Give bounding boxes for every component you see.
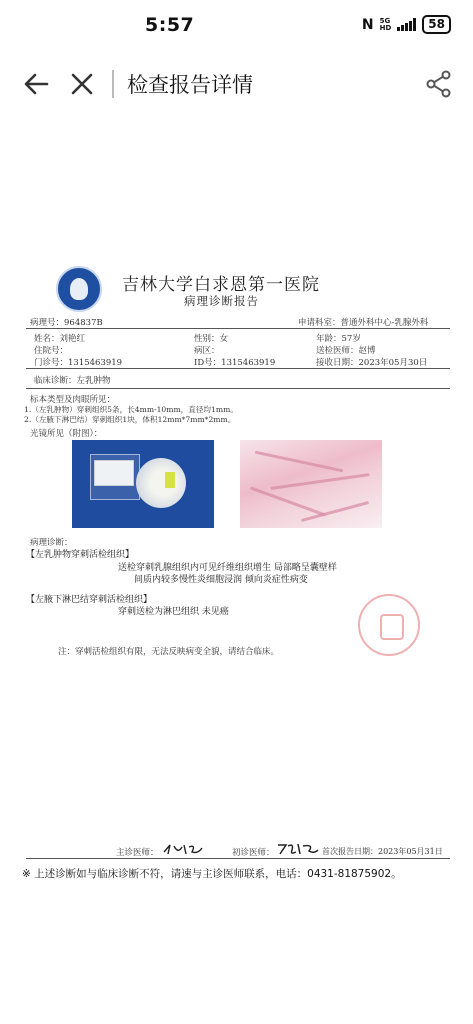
patient-name: 姓名：刘艳红 xyxy=(34,334,86,344)
diagnosis-1-line: 间质内较多慢性炎细胞浸润 倾向炎症性病变 xyxy=(134,575,308,585)
ward: 病区： xyxy=(194,346,220,356)
received-date: 接收日期：2023年05月30日 xyxy=(316,358,428,368)
divider xyxy=(26,328,450,329)
diagnosis-2-line: 穿刺送检为淋巴组织 未见癌 xyxy=(118,607,229,617)
clinical-diagnosis: 临床诊断：左乳肿物 xyxy=(34,376,111,386)
diagnosis-1-title: 【左乳肿物穿刺活检组织】 xyxy=(26,550,135,560)
toolbar-divider xyxy=(112,70,114,98)
pathology-number: 病理号：964837B xyxy=(30,318,103,328)
divider xyxy=(26,858,450,859)
diagnosis-2-title: 【左腋下淋巴结穿刺活检组织】 xyxy=(26,595,153,605)
close-icon[interactable] xyxy=(68,70,96,98)
back-arrow-icon[interactable] xyxy=(22,70,50,98)
divider xyxy=(26,368,450,369)
disclaimer-note: 注：穿刺活检组织有限，无法反映病变全貌，请结合临床。 xyxy=(58,647,280,657)
divider xyxy=(26,388,450,389)
report-date: 首次报告日期：2023年05月31日 xyxy=(322,847,443,856)
specimen-photo xyxy=(72,440,214,528)
report-title: 病理诊断报告 xyxy=(184,294,259,308)
signal-icon xyxy=(397,18,416,31)
patient-gender: 性别：女 xyxy=(194,334,229,344)
first-doctor-signature xyxy=(276,842,320,856)
contact-warning: ※ 上述诊断如与临床诊断不符，请速与主诊医师联系，电话：0431-81875902。 xyxy=(22,868,402,880)
outpatient-number: 门诊号：1315463919 xyxy=(34,358,123,368)
network-indicator xyxy=(380,18,392,32)
hospital-seal xyxy=(358,594,420,656)
hospital-logo xyxy=(56,266,102,312)
hospital-name: 吉林大学白求恩第一医院 xyxy=(122,275,320,295)
main-doctor-label: 主诊医师： xyxy=(116,848,159,858)
status-icons xyxy=(362,15,451,34)
network-sub-label: HD xyxy=(379,23,392,32)
status-time: 5:57 xyxy=(145,14,195,36)
microscopy-heading: 光镜所见（附图）： xyxy=(30,429,103,439)
main-doctor-signature xyxy=(162,842,204,856)
status-bar xyxy=(0,0,473,52)
page-title: 检查报告详情 xyxy=(127,73,253,97)
inpatient-number: 住院号： xyxy=(34,346,69,356)
specimen-item: 1.（左乳肿物）穿刺组织5条，长4mm-10mm，直径均1mm。 xyxy=(24,405,238,414)
id-number: ID号：1315463919 xyxy=(194,358,276,368)
network-label: 5G xyxy=(379,16,391,25)
nfc-icon: N xyxy=(361,16,374,33)
diagnosis-1-line: 送检穿刺乳腺组织内可见纤维组织增生 局部略呈囊壁样 xyxy=(118,563,337,573)
toolbar xyxy=(0,58,473,110)
diagnosis-heading: 病理诊断： xyxy=(30,538,73,548)
first-doctor-label: 初诊医师： xyxy=(232,848,275,858)
microscopy-photo xyxy=(240,440,382,528)
specimen-heading: 标本类型及肉眼所见： xyxy=(30,395,116,405)
requesting-department: 申请科室：普通外科中心-乳腺外科 xyxy=(298,318,429,328)
share-icon[interactable] xyxy=(425,70,453,98)
pathology-report[interactable] xyxy=(20,262,454,882)
submitting-doctor: 送检医师：赵博 xyxy=(316,346,376,356)
battery-icon: 58 xyxy=(422,15,451,34)
specimen-item: 2.（左腋下淋巴结）穿刺组织1块，体积12mm*7mm*2mm。 xyxy=(24,415,236,424)
patient-age: 年龄：57岁 xyxy=(316,334,361,344)
